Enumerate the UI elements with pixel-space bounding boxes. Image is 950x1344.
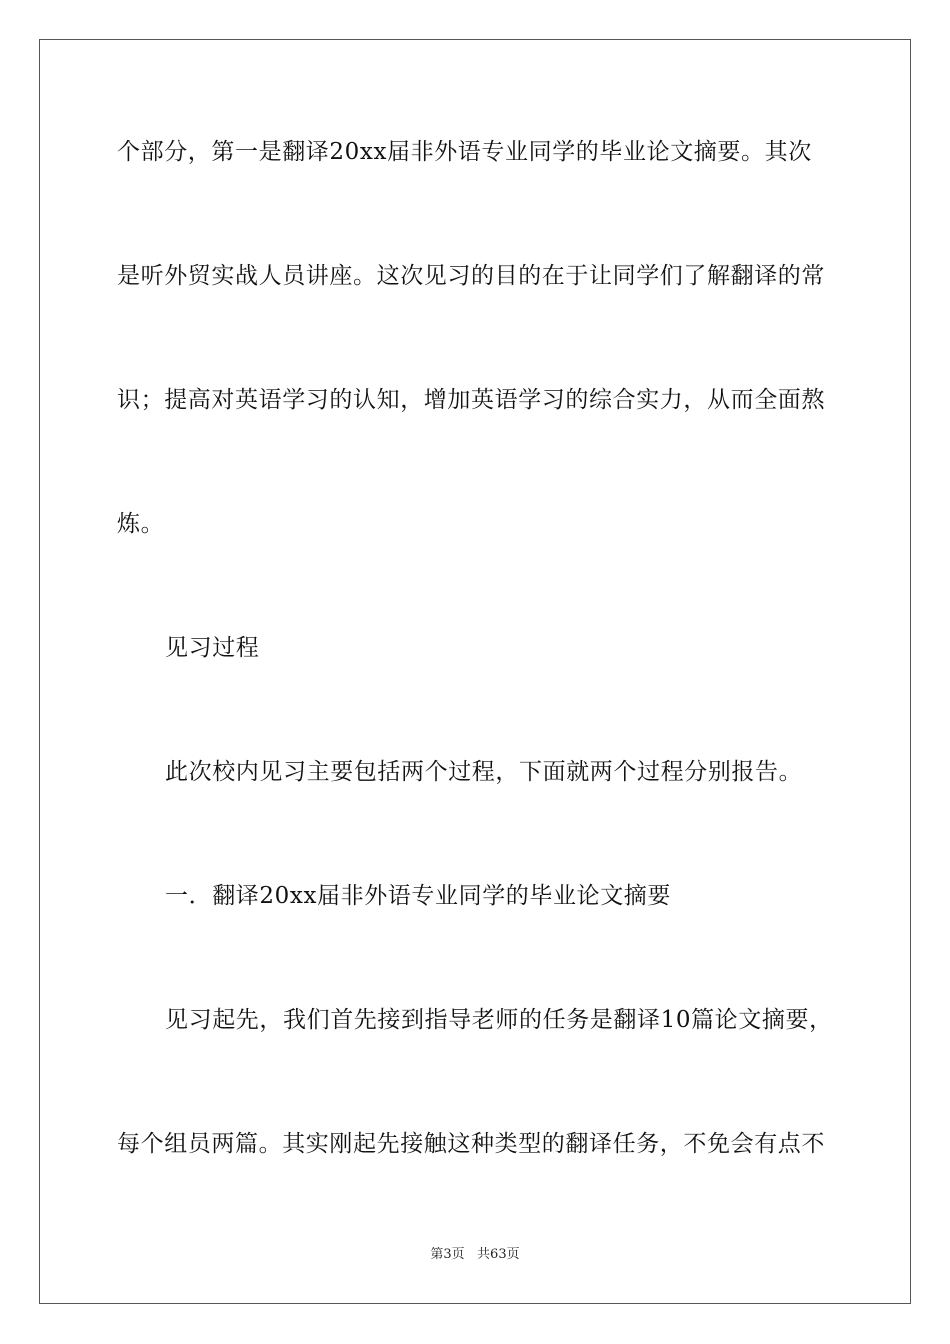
page-border — [39, 39, 911, 1304]
subsection-heading: 一．翻译20xx届非外语专业同学的毕业论文摘要 — [165, 883, 672, 909]
page-number-footer: 第3页 共63页 — [430, 1247, 520, 1262]
body-text-line: 此次校内见习主要包括两个过程，下面就两个过程分别报告。 — [165, 759, 803, 785]
body-text-line: 个部分，第一是翻译20xx届非外语专业同学的毕业论文摘要。其次 — [117, 139, 812, 165]
body-text-line: 炼。 — [117, 511, 165, 537]
section-heading: 见习过程 — [165, 635, 260, 661]
body-text-line: 识；提高对英语学习的认知，增加英语学习的综合实力，从而全面熬 — [117, 387, 825, 413]
body-text-line: 是听外贸实战人员讲座。这次见习的目的在于让同学们了解翻译的常 — [117, 263, 825, 289]
body-text-line: 见习起先，我们首先接到指导老师的任务是翻译10篇论文摘要， — [165, 1007, 833, 1033]
body-text-line: 每个组员两篇。其实刚起先接触这种类型的翻译任务，不免会有点不 — [117, 1131, 825, 1157]
